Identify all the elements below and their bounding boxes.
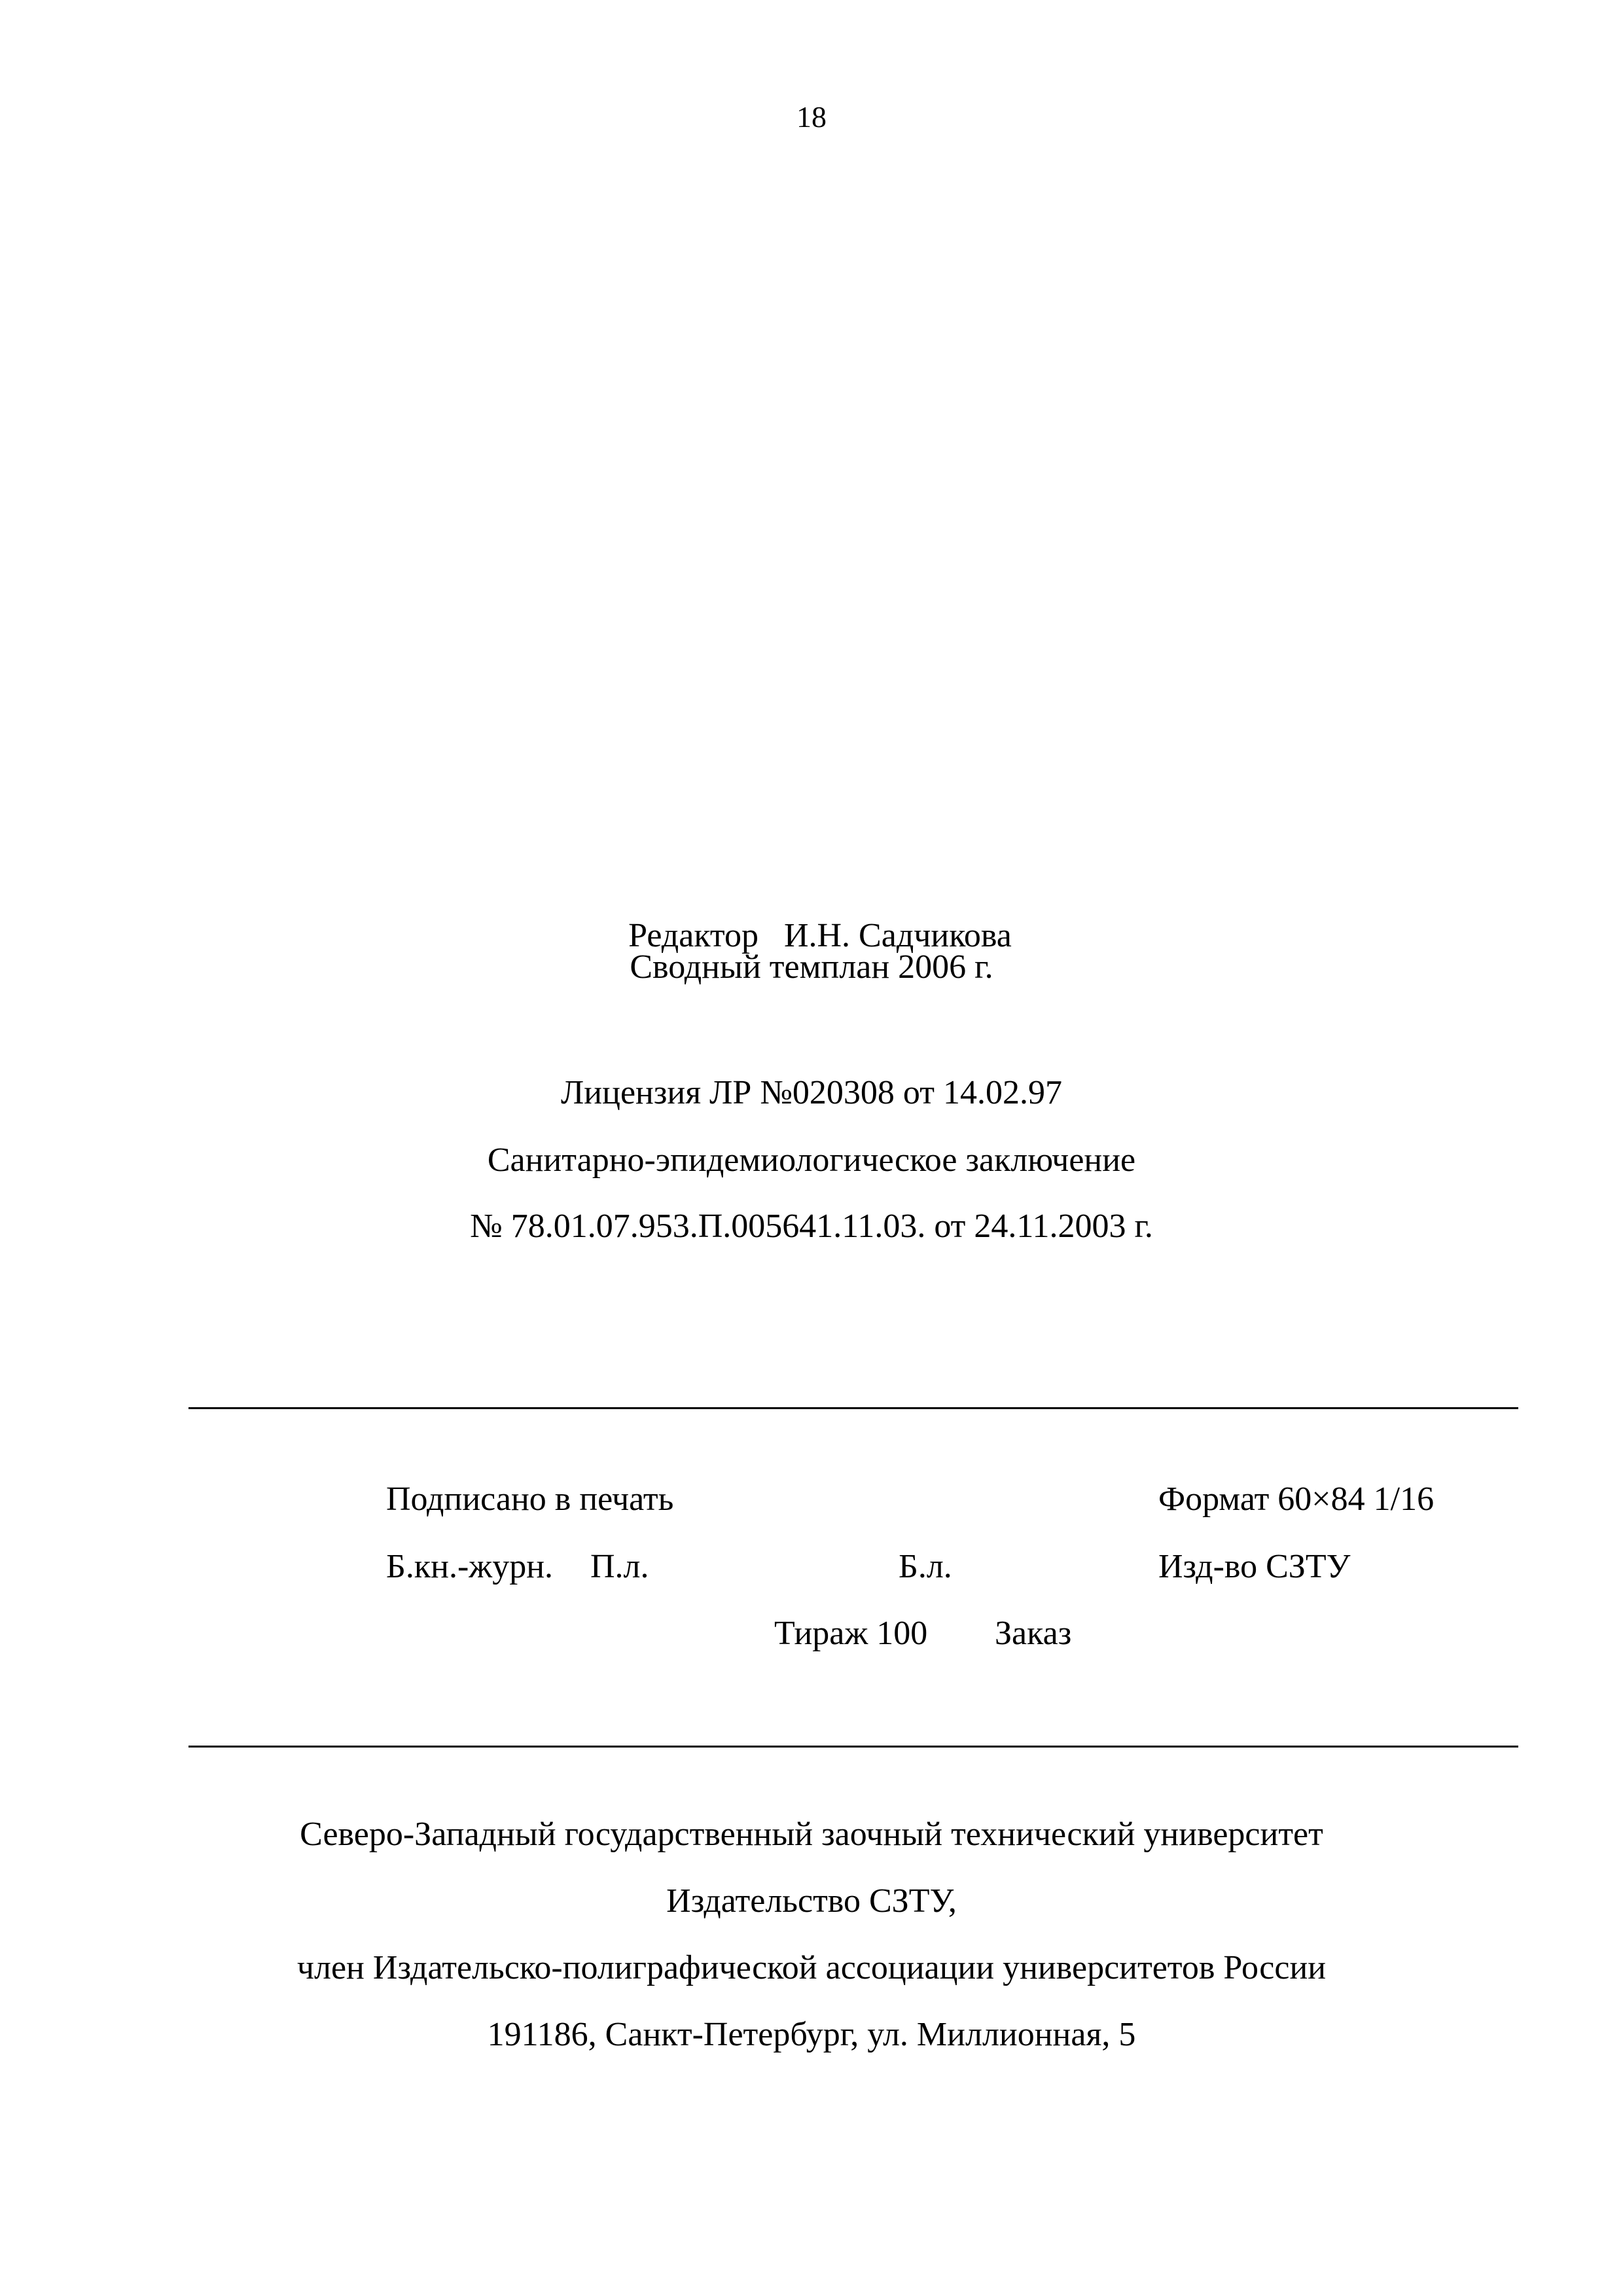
account-sheets: Б.л. bbox=[899, 1548, 952, 1585]
address: 191186, Санкт-Петербург, ул. Миллионная, 5 bbox=[487, 2016, 1136, 2053]
association: член Издательско-полиграфической ассоциации университетов России bbox=[296, 1949, 1327, 1986]
signed-for-print: Подписано в печать bbox=[386, 1480, 674, 1518]
sanitary-number-line: № 78.01.07.953.П.005641.11.03. от 24.11.2003 г. bbox=[470, 1208, 1153, 1245]
publishing-house: Издательство СЗТУ, bbox=[666, 1882, 957, 1920]
paper-type: Б.кн.-журн. bbox=[386, 1548, 554, 1585]
sanitary-line: Санитарно-эпидемиологическое заключение bbox=[487, 1141, 1136, 1179]
printed-sheets: П.л. bbox=[590, 1548, 649, 1585]
publisher: Изд-во СЗТУ bbox=[1158, 1548, 1351, 1585]
university-name: Северо-Западный государственный заочный технический университет bbox=[300, 1816, 1323, 1853]
license-line: Лицензия ЛР №020308 от 14.02.97 bbox=[561, 1074, 1062, 1111]
top-divider bbox=[188, 1407, 1518, 1409]
plan-line: Сводный темплан 2006 г. bbox=[630, 948, 993, 986]
editor-name: И.Н. Садчикова bbox=[783, 917, 1012, 954]
bottom-divider bbox=[188, 1746, 1518, 1748]
editor-label: Редактор bbox=[628, 917, 758, 954]
print-run: Тираж 100 bbox=[774, 1615, 928, 1652]
order: Заказ bbox=[995, 1615, 1072, 1652]
page-number: 18 bbox=[796, 100, 827, 134]
editor-line bbox=[0, 885, 1623, 953]
format: Формат 60×84 1/16 bbox=[1158, 1480, 1435, 1518]
